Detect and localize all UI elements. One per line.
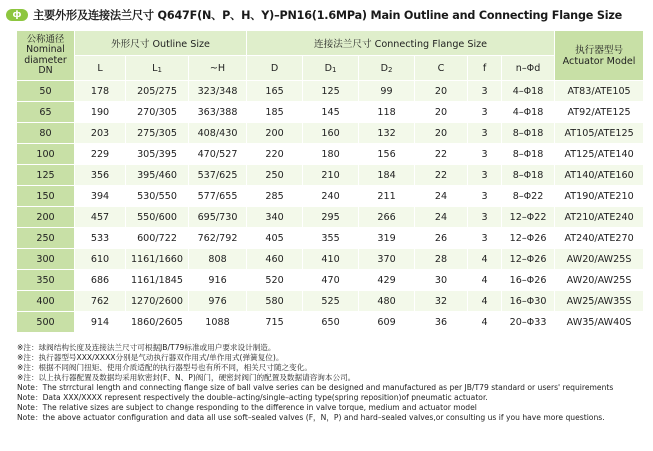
- table-row: [17, 81, 644, 102]
- cell-D2: 609: [359, 312, 415, 333]
- cell-f: 4: [468, 249, 502, 270]
- cell-C: 28: [415, 249, 468, 270]
- cell-L: 203: [75, 123, 126, 144]
- cell-H: 976: [189, 291, 247, 312]
- notes: [17, 343, 647, 423]
- cell-C: 30: [415, 270, 468, 291]
- cell-D2: 156: [359, 144, 415, 165]
- cell-n: 16–Φ26: [502, 270, 555, 291]
- cell-f: 3: [468, 102, 502, 123]
- cell-dn: 500: [17, 312, 75, 333]
- header-actuator-cn: 执行器型号: [575, 44, 624, 56]
- note-line: ※注：以上执行器配置及数据均采用软密封(F、N、P)阀门，硬密封阀门的配置及数据请咨询本公司。: [17, 373, 356, 382]
- cell-D1: 295: [303, 207, 359, 228]
- col-D: D: [247, 56, 303, 81]
- cell-D: 580: [247, 291, 303, 312]
- header-dn-en2: diameter: [24, 54, 67, 66]
- note-line: ※注：根据不同阀门扭矩、使用介质适配的执行器型号也有所不同，相关尺寸随之变化。: [17, 363, 312, 372]
- brand-logo-icon: ф: [6, 9, 28, 21]
- note-line: Note：the above actuator configuration and data all use soft–sealed valves (F，N，P) and hard–sealed valves,or consulting us if you have more questions.: [17, 413, 605, 422]
- cell-dn: 250: [17, 228, 75, 249]
- cell-D: 460: [247, 249, 303, 270]
- cell-dn: 100: [17, 144, 75, 165]
- cell-dn: 300: [17, 249, 75, 270]
- cell-D2: 118: [359, 102, 415, 123]
- title-bar: [6, 6, 646, 24]
- header-dn-en3: DN: [38, 65, 53, 76]
- cell-n: 12–Φ26: [502, 249, 555, 270]
- cell-C: 24: [415, 186, 468, 207]
- cell-L1: 305/395: [126, 144, 189, 165]
- cell-C: 20: [415, 81, 468, 102]
- cell-f: 3: [468, 228, 502, 249]
- cell-L: 610: [75, 249, 126, 270]
- cell-act: AT105/ATE125: [555, 123, 644, 144]
- cell-dn: 125: [17, 165, 75, 186]
- cell-act: AT210/ATE240: [555, 207, 644, 228]
- col-f: f: [468, 56, 502, 81]
- cell-L1: 1860/2605: [126, 312, 189, 333]
- table-row: [17, 207, 644, 228]
- cell-D1: 355: [303, 228, 359, 249]
- note-line: Note：Data XXX/XXXX represent respectively the double–acting/single–acting type(spring reposition)of pneumatic actuator.: [17, 393, 488, 402]
- cell-D: 220: [247, 144, 303, 165]
- col-D1: [303, 56, 359, 81]
- table-row: [17, 123, 644, 144]
- cell-D2: 480: [359, 291, 415, 312]
- cell-f: 3: [468, 207, 502, 228]
- cell-act: AT92/ATE125: [555, 102, 644, 123]
- cell-n: 12–Φ26: [502, 228, 555, 249]
- cell-dn: 50: [17, 81, 75, 102]
- cell-f: 3: [468, 144, 502, 165]
- cell-C: 22: [415, 165, 468, 186]
- cell-L1: 600/722: [126, 228, 189, 249]
- cell-D2: 266: [359, 207, 415, 228]
- cell-H: 1088: [189, 312, 247, 333]
- cell-L1: 1161/1845: [126, 270, 189, 291]
- cell-L1: 205/275: [126, 81, 189, 102]
- cell-n: 4–Φ18: [502, 102, 555, 123]
- cell-act: AT140/ATE160: [555, 165, 644, 186]
- table-row: [17, 270, 644, 291]
- cell-H: 537/625: [189, 165, 247, 186]
- cell-n: 16–Φ30: [502, 291, 555, 312]
- col-L1: [126, 56, 189, 81]
- cell-D2: 319: [359, 228, 415, 249]
- cell-H: 408/430: [189, 123, 247, 144]
- cell-act: AT190/ATE210: [555, 186, 644, 207]
- cell-dn: 200: [17, 207, 75, 228]
- cell-H: 363/388: [189, 102, 247, 123]
- cell-D2: 132: [359, 123, 415, 144]
- cell-L: 178: [75, 81, 126, 102]
- cell-D: 715: [247, 312, 303, 333]
- cell-act: AW20/AW25S: [555, 249, 644, 270]
- cell-L1: 275/305: [126, 123, 189, 144]
- cell-L1: 1161/1660: [126, 249, 189, 270]
- cell-D1: 470: [303, 270, 359, 291]
- cell-H: 470/527: [189, 144, 247, 165]
- table-row: [17, 102, 644, 123]
- table-row: [17, 165, 644, 186]
- cell-L1: 395/460: [126, 165, 189, 186]
- cell-D1: 240: [303, 186, 359, 207]
- cell-L: 457: [75, 207, 126, 228]
- cell-L: 190: [75, 102, 126, 123]
- cell-n: 4–Φ18: [502, 81, 555, 102]
- cell-H: 808: [189, 249, 247, 270]
- col-H: ~H: [189, 56, 247, 81]
- table-row: [17, 144, 644, 165]
- table-row: [17, 186, 644, 207]
- cell-dn: 150: [17, 186, 75, 207]
- col-C: C: [415, 56, 468, 81]
- page-title: 主要外形及连接法兰尺寸 Q647F(N、P、H、Y)–PN16(1.6MPa) Main Outline and Connecting Flange Size: [33, 9, 623, 22]
- cell-D: 285: [247, 186, 303, 207]
- cell-L: 356: [75, 165, 126, 186]
- col-D2: [359, 56, 415, 81]
- cell-C: 26: [415, 228, 468, 249]
- cell-D: 340: [247, 207, 303, 228]
- col-D2-sub: 2: [387, 65, 393, 74]
- header-flange: 连接法兰尺寸 Connecting Flange Size: [247, 31, 555, 56]
- table-row: [17, 291, 644, 312]
- col-D1-sub: 1: [331, 65, 337, 74]
- cell-D2: 211: [359, 186, 415, 207]
- cell-n: 8–Φ22: [502, 186, 555, 207]
- cell-D1: 410: [303, 249, 359, 270]
- cell-H: 323/348: [189, 81, 247, 102]
- cell-n: 8–Φ18: [502, 123, 555, 144]
- cell-L1: 1270/2600: [126, 291, 189, 312]
- cell-n: 20–Φ33: [502, 312, 555, 333]
- spec-table-body: [17, 81, 644, 333]
- cell-D2: 429: [359, 270, 415, 291]
- col-L: L: [75, 56, 126, 81]
- cell-D: 520: [247, 270, 303, 291]
- cell-D1: 525: [303, 291, 359, 312]
- cell-D2: 370: [359, 249, 415, 270]
- cell-act: AT240/ATE270: [555, 228, 644, 249]
- cell-f: 3: [468, 165, 502, 186]
- cell-dn: 350: [17, 270, 75, 291]
- note-line: ※注：球阀结构长度及连接法兰尺寸可根据JB/T79标准或用户要求设计制造。: [17, 343, 276, 352]
- cell-D2: 184: [359, 165, 415, 186]
- cell-C: 36: [415, 312, 468, 333]
- cell-act: AT83/ATE105: [555, 81, 644, 102]
- col-L1-sub: 1: [157, 65, 162, 74]
- cell-n: 12–Φ22: [502, 207, 555, 228]
- cell-act: AW20/AW25S: [555, 270, 644, 291]
- header-dn-en1: Nominal: [26, 44, 65, 55]
- note-line: ※注：执行器型号XXX/XXXX分别是气动执行器双作用式/单作用式(弹簧复位)。: [17, 353, 284, 362]
- cell-C: 20: [415, 102, 468, 123]
- cell-H: 695/730: [189, 207, 247, 228]
- cell-D: 405: [247, 228, 303, 249]
- cell-D1: 145: [303, 102, 359, 123]
- cell-C: 32: [415, 291, 468, 312]
- table-row: [17, 312, 644, 333]
- cell-act: AT125/ATE140: [555, 144, 644, 165]
- cell-L: 533: [75, 228, 126, 249]
- cell-D1: 650: [303, 312, 359, 333]
- cell-D: 250: [247, 165, 303, 186]
- cell-L: 762: [75, 291, 126, 312]
- spec-table: [16, 30, 644, 333]
- col-D2-base: D: [380, 62, 388, 74]
- header-actuator-en: Actuator Model: [562, 55, 636, 67]
- cell-L: 914: [75, 312, 126, 333]
- cell-act: AW25/AW35S: [555, 291, 644, 312]
- cell-dn: 80: [17, 123, 75, 144]
- cell-C: 22: [415, 144, 468, 165]
- cell-H: 916: [189, 270, 247, 291]
- header-dn-cn: 公称通径: [26, 33, 65, 45]
- cell-f: 3: [468, 186, 502, 207]
- cell-D: 200: [247, 123, 303, 144]
- cell-L1: 530/550: [126, 186, 189, 207]
- cell-L1: 270/305: [126, 102, 189, 123]
- header-dn: [17, 31, 75, 81]
- cell-f: 4: [468, 312, 502, 333]
- cell-D: 165: [247, 81, 303, 102]
- cell-f: 3: [468, 81, 502, 102]
- cell-C: 20: [415, 123, 468, 144]
- header-actuator: [555, 31, 644, 81]
- note-line: Note：The strrctural length and connecting flange size of ball valve series can be designed and manufactured as per JB/T79 standard or users' requirements: [17, 383, 614, 392]
- cell-D1: 210: [303, 165, 359, 186]
- cell-L1: 550/600: [126, 207, 189, 228]
- cell-f: 4: [468, 270, 502, 291]
- col-D1-base: D: [324, 62, 332, 74]
- cell-D1: 160: [303, 123, 359, 144]
- cell-D2: 99: [359, 81, 415, 102]
- col-n-phid: n–Φd: [502, 56, 555, 81]
- cell-H: 762/792: [189, 228, 247, 249]
- cell-dn: 400: [17, 291, 75, 312]
- cell-D1: 125: [303, 81, 359, 102]
- cell-f: 4: [468, 291, 502, 312]
- cell-L: 686: [75, 270, 126, 291]
- cell-L: 229: [75, 144, 126, 165]
- header-outline: 外形尺寸 Outline Size: [75, 31, 247, 56]
- cell-C: 24: [415, 207, 468, 228]
- col-L1-base: L: [152, 62, 158, 74]
- table-row: [17, 228, 644, 249]
- cell-f: 3: [468, 123, 502, 144]
- cell-dn: 65: [17, 102, 75, 123]
- note-line: Note：The relative sizes are subject to change responding to the difference in valve torque, medium and actuator model: [17, 403, 477, 412]
- cell-L: 394: [75, 186, 126, 207]
- cell-D: 185: [247, 102, 303, 123]
- cell-act: AW35/AW40S: [555, 312, 644, 333]
- cell-n: 8–Φ18: [502, 165, 555, 186]
- cell-n: 8–Φ18: [502, 144, 555, 165]
- cell-D1: 180: [303, 144, 359, 165]
- table-row: [17, 249, 644, 270]
- cell-H: 577/655: [189, 186, 247, 207]
